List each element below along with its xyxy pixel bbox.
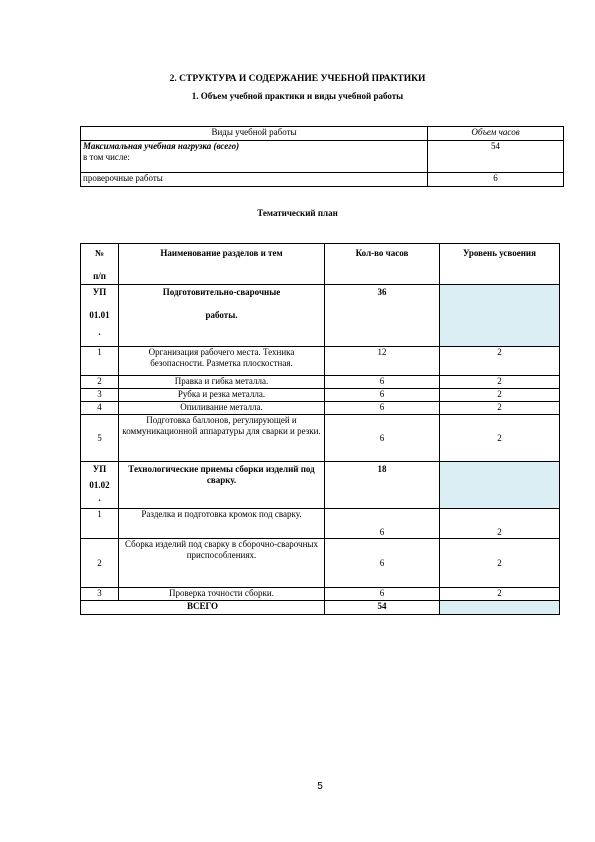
header-hours: Кол-во часов	[325, 244, 440, 285]
total-level-shaded	[440, 601, 560, 615]
row-level: 2	[440, 402, 560, 415]
row-name: Правка и гибка металла.	[119, 376, 325, 389]
section-level-shaded	[440, 285, 560, 347]
section-hours: 18	[325, 462, 440, 509]
thematic-plan-table	[80, 243, 560, 615]
section-code-dot: .	[98, 493, 101, 503]
row-hours: 12	[325, 347, 440, 376]
header-level: Уровень усвоения	[440, 244, 560, 285]
row-hours: 6	[325, 389, 440, 402]
row-name: Проверка точности сборки.	[119, 588, 325, 601]
volume-table	[80, 126, 564, 187]
header-num	[81, 244, 119, 285]
row-hours: 6	[325, 588, 440, 601]
section-subtitle: 1. Объем учебной практики и виды учебной работы	[191, 91, 404, 101]
table-row	[81, 415, 560, 462]
row-name: Рубка и резка металла.	[119, 389, 325, 402]
row-level: 2	[440, 347, 560, 376]
section-code-top: УП	[92, 464, 107, 474]
total-hours: 54	[325, 601, 440, 615]
row-num: 4	[81, 402, 119, 415]
row-num: 1	[81, 509, 119, 539]
section-code-dot: .	[98, 327, 101, 337]
page-number: 5	[317, 781, 323, 792]
row-level: 2	[440, 539, 560, 588]
total-label: ВСЕГО	[81, 601, 325, 615]
header-num-bottom: п/п	[93, 271, 106, 281]
table-row	[81, 376, 560, 389]
section-code-top: УП	[92, 287, 107, 297]
plan-title: Тематический план	[257, 208, 338, 218]
in-that-number-label: в том числе:	[83, 152, 130, 162]
row-num: 1	[81, 347, 119, 376]
row-hours: 6	[325, 376, 440, 389]
row-name: Сборка изделий под сварку в сборочно-сварочных приспособлениях.	[119, 539, 325, 588]
total-row	[81, 601, 560, 615]
row-num: 5	[81, 415, 119, 462]
row-num: 2	[81, 376, 119, 389]
max-load-cell	[81, 141, 428, 173]
row-num: 3	[81, 389, 119, 402]
plan-header-row	[81, 244, 560, 285]
row-level: 2	[440, 509, 560, 539]
table-row	[81, 402, 560, 415]
row-level: 2	[440, 389, 560, 402]
section-code-bottom: 01.01	[89, 310, 110, 320]
row-num: 2	[81, 539, 119, 588]
row-hours: 6	[325, 539, 440, 588]
section-hours: 36	[325, 285, 440, 347]
table-row	[81, 588, 560, 601]
row-name: Разделка и подготовка кромок под сварку.	[119, 509, 325, 539]
section-row-2	[81, 462, 560, 509]
section-code	[81, 285, 119, 347]
row-name: Опиливание металла.	[119, 402, 325, 415]
volume-col-header-type: Виды учебной работы	[81, 127, 428, 141]
max-load-value: 54	[428, 141, 564, 173]
table-row	[81, 509, 560, 539]
row-name: Подготовка баллонов, регулирующей и коммуникационной аппаратуры для сварки и резки.	[119, 415, 325, 462]
volume-col-header-hours: Объем часов	[428, 127, 564, 141]
section-code-bottom: 01.02	[89, 480, 110, 490]
table-row	[81, 389, 560, 402]
section-name: Технологические приемы сборки изделий под сварку.	[119, 462, 325, 509]
section-code	[81, 462, 119, 509]
row-hours: 6	[325, 415, 440, 462]
table-row	[81, 539, 560, 588]
section-name-line1: Подготовительно-сварочные	[162, 287, 281, 297]
row-level: 2	[440, 415, 560, 462]
section-level-shaded	[440, 462, 560, 509]
header-name: Наименование разделов и тем	[119, 244, 325, 285]
section-name-line2: работы.	[205, 310, 238, 320]
row-num: 3	[81, 588, 119, 601]
section-title: 2. СТРУКТУРА И СОДЕРЖАНИЕ УЧЕБНОЙ ПРАКТИКИ	[169, 74, 426, 84]
row-hours: 6	[325, 509, 440, 539]
section-name	[119, 285, 325, 347]
row-level: 2	[440, 376, 560, 389]
header-num-top: №	[94, 248, 105, 258]
tests-label: проверочные работы	[81, 173, 428, 187]
row-hours: 6	[325, 402, 440, 415]
row-name: Организация рабочего места. Техника безопасности. Разметка плоскостная.	[119, 347, 325, 376]
row-level: 2	[440, 588, 560, 601]
tests-value: 6	[428, 173, 564, 187]
max-load-label: Максимальная учебная нагрузка (всего)	[83, 141, 240, 151]
table-row	[81, 347, 560, 376]
section-row-1	[81, 285, 560, 347]
